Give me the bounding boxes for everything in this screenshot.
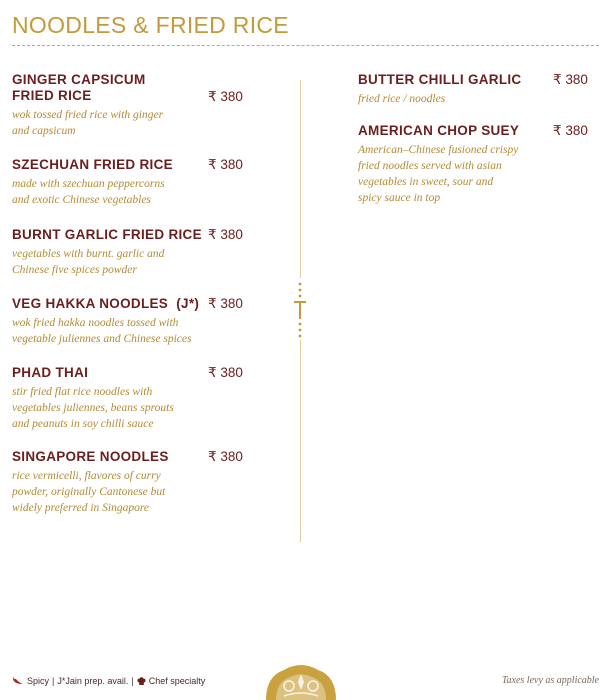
emblem-icon bbox=[262, 662, 340, 700]
divider-ornament-icon bbox=[291, 280, 309, 340]
menu-item-szechuan-fried-rice bbox=[12, 157, 212, 208]
item-description: vegetables with burnt. garlic and Chinese five spices powder bbox=[12, 248, 165, 276]
legend-separator: | bbox=[131, 676, 134, 686]
menu-item-veg-hakka-noodles bbox=[12, 296, 212, 347]
item-description: wok fried hakka noodles tossed with vegetable juliennes and Chinese spices bbox=[12, 317, 192, 345]
item-price: ₹ 380 bbox=[208, 365, 243, 380]
section-title: NOODLES & FRIED RICE bbox=[12, 12, 289, 38]
item-price: ₹ 380 bbox=[208, 449, 243, 464]
legend-jain: J*Jain prep. avail. bbox=[57, 676, 129, 686]
chef-hat-icon bbox=[137, 677, 146, 686]
item-price: ₹ 380 bbox=[553, 72, 588, 87]
item-name: PHAD THAI bbox=[12, 365, 89, 380]
legend-chef: Chef specialty bbox=[148, 676, 206, 686]
menu-item-burnt-garlic-fried-rice bbox=[12, 227, 212, 278]
column-divider-top bbox=[300, 80, 301, 278]
item-description: stir fried flat rice noodles with vegetables juliennes, beans sprouts and peanuts in soy chilli sauce bbox=[12, 386, 174, 430]
menu-item-phad-thai bbox=[12, 365, 212, 432]
item-description: rice vermicelli, flavores of curry powder, originally Cantonese but widely preferred in Singapore bbox=[12, 470, 166, 514]
item-description: wok tossed fried rice with ginger and capsicum bbox=[12, 109, 164, 137]
item-price: ₹ 380 bbox=[553, 123, 588, 138]
item-price: ₹ 380 bbox=[208, 157, 243, 172]
item-price: ₹ 380 bbox=[208, 89, 243, 104]
menu-item-butter-chilli-garlic bbox=[358, 72, 548, 107]
item-description: made with szechuan peppercorns and exotic Chinese vegetables bbox=[12, 178, 165, 206]
legend-separator: | bbox=[52, 676, 55, 686]
item-name: GINGER CAPSICUM FRIED RICE bbox=[12, 72, 146, 103]
item-price: ₹ 380 bbox=[208, 296, 243, 311]
item-description: fried rice / noodles bbox=[358, 93, 446, 105]
item-name: SINGAPORE NOODLES bbox=[12, 449, 169, 464]
title-rule bbox=[12, 45, 599, 46]
item-price: ₹ 380 bbox=[208, 227, 243, 242]
legend bbox=[12, 676, 205, 686]
column-divider-bottom bbox=[300, 340, 301, 542]
item-description: American–Chinese fusioned crispy fried noodles served with asian vegetables in sweet, sour and spicy sauce in top bbox=[358, 144, 519, 204]
item-name: BUTTER CHILLI GARLIC bbox=[358, 72, 522, 87]
item-name: BURNT GARLIC FRIED RICE bbox=[12, 227, 202, 242]
item-name: AMERICAN CHOP SUEY bbox=[358, 123, 520, 138]
menu-item-american-chop-suey bbox=[358, 123, 548, 206]
taxes-note: Taxes levy as applicable bbox=[501, 675, 599, 686]
menu-item-singapore-noodles bbox=[12, 449, 212, 516]
item-name: VEG HAKKA NOODLES (J*) bbox=[12, 296, 200, 311]
menu-item-ginger-capsicum bbox=[12, 72, 202, 139]
chilli-icon bbox=[12, 677, 24, 685]
item-name: SZECHUAN FRIED RICE bbox=[12, 157, 173, 172]
legend-spicy: Spicy bbox=[27, 676, 50, 686]
